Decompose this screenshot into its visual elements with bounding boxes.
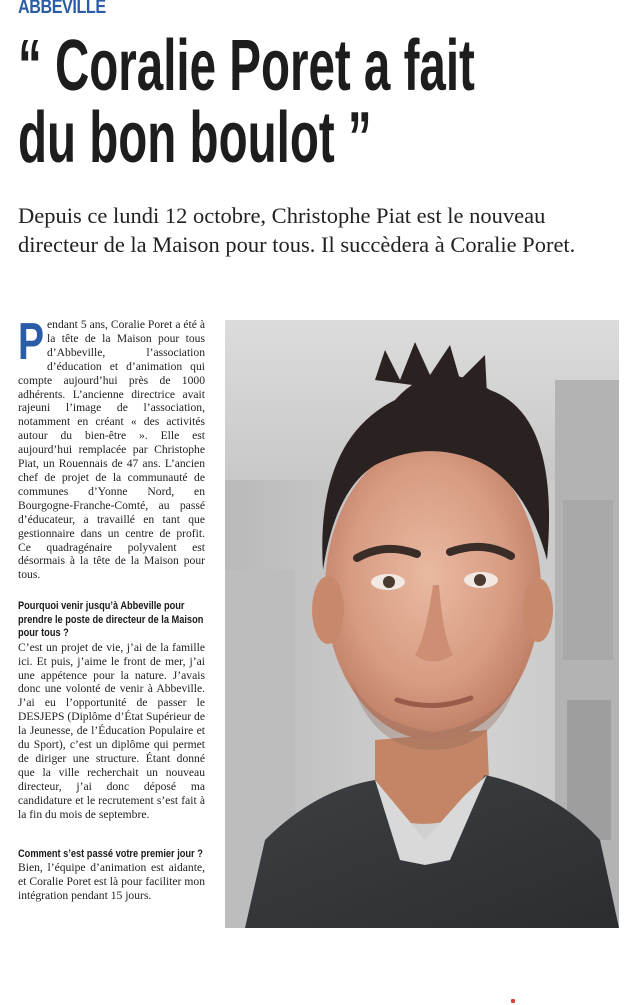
interview-answer: Bien, l’équipe d’animation est aidante, et Coralie Poret est là pour faciliter mon intégration pendant 15 jours.	[18, 861, 205, 902]
interview-question: Comment s’est passé votre premier jour ?	[18, 847, 203, 860]
portrait-photo	[225, 320, 619, 928]
portrait-illustration	[225, 320, 619, 928]
headline: “ Coralie Poret a fait du bon boulot ”	[18, 26, 475, 178]
intro-text: endant 5 ans, Coralie Poret a été à la tête de la Maison pour tous d’Abbeville, l’association d’éducation et d’animation qui compte aujourd’hui près de 1000 adhérents. L’ancienne directrice avait rajeuni l’image de l’association, notamment en créant « des activités autour du bien-être ». Elle est aujourd’hui remplacée par Christophe Piat, un Rouennais de 47 ans. L’ancien chef de projet de la communauté de communes d’Yonne Nord, en Bourgogne-Franche-Comté, au passé d’éducateur, a travaillé en tant que gestionnaire dans un centre de profit. Ce quadragénaire polyvalent est désormais à la tête de la Maison pour tous.	[18, 318, 205, 582]
page-mark	[511, 999, 515, 1003]
intro-paragraph	[18, 313, 205, 582]
article-body	[18, 313, 205, 903]
dropcap-letter: P	[18, 313, 45, 371]
photo-caption	[225, 929, 619, 937]
interview-question: Pourquoi venir jusqu’à Abbeville pour prendre le poste de directeur de la Maison pour tous ?	[18, 600, 204, 640]
interview-answer: C’est un projet de vie, j’ai de la famille ici. Et puis, j’aime le front de mer, j’ai une appétence pour la nature. J’avais donc une volonté de venir à Abbeville. J’ai eu l’opportunité de passer le DESJEPS (Diplôme d’État Supérieur de la Jeunesse, de l’Éducation Populaire et du Sport), c’est un diplôme qui permet de diriger une structure. Étant donné que la ville recherchait un nouveau directeur, j’ai donc déposé ma candidature et le recrutement s’est fait à la fin du mois de septembre.	[18, 640, 205, 821]
standfirst: Depuis ce lundi 12 octobre, Christophe Piat est le nouveau directeur de la Maison pour tous. Il succèdera à Coralie Poret.	[18, 203, 576, 257]
section-rubric: ABBEVILLE	[18, 0, 106, 18]
